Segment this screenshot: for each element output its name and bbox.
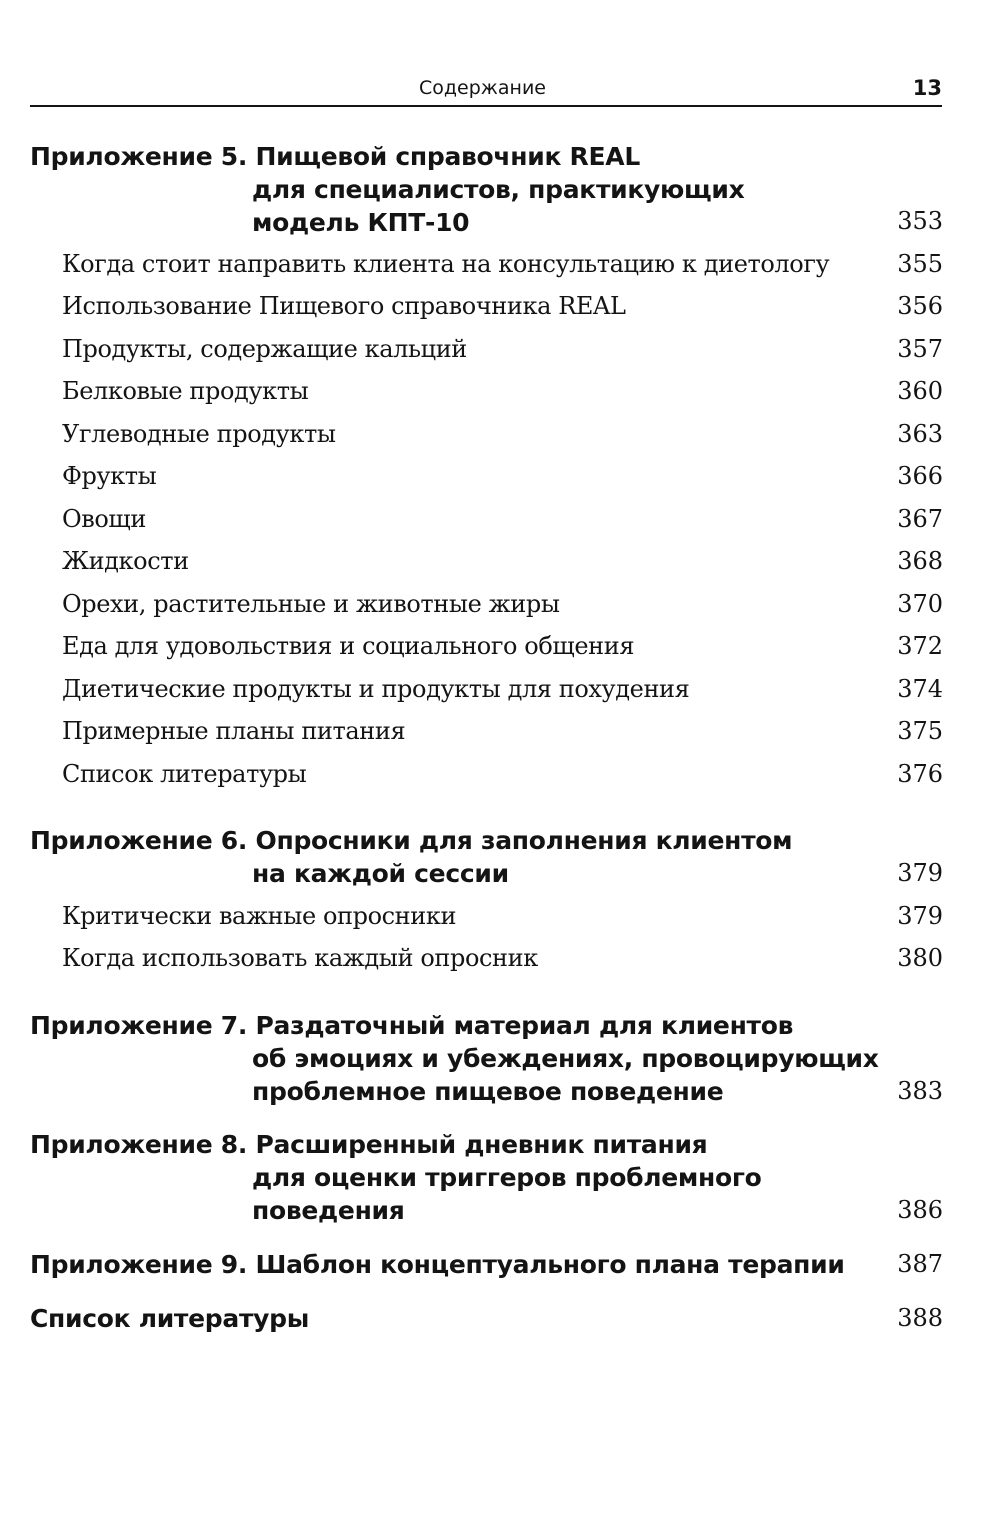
section-page-appendix-6: 379: [897, 859, 943, 887]
section-title-line-1: Шаблон концептуального плана терапии: [255, 1250, 845, 1279]
toc-entry-page: 380: [897, 944, 943, 972]
section-title-line-1: Пищевой справочник REAL: [255, 142, 640, 171]
toc-entry-page: 379: [897, 902, 943, 930]
toc-entry: Еда для удовольствия и социального общения: [62, 632, 635, 660]
toc-entry-page: 355: [897, 250, 943, 278]
section-title-line-2: об эмоциях и убеждениях, провоцирующих: [252, 1044, 879, 1073]
section-label: Приложение 5.: [30, 142, 248, 171]
toc-entry: Белковые продукты: [62, 377, 309, 405]
section-label: Приложение 8.: [30, 1130, 248, 1159]
toc-entry-page: 357: [897, 335, 943, 363]
section-label: Приложение 9.: [30, 1250, 248, 1279]
toc-entry-page: 374: [897, 675, 943, 703]
toc-entry-page: 372: [897, 632, 943, 660]
toc-entry-page: 370: [897, 590, 943, 618]
header-divider: [30, 105, 942, 107]
toc-entry: Продукты, содержащие кальций: [62, 335, 467, 363]
toc-entry: Жидкости: [62, 547, 189, 575]
section-page-appendix-7: 383: [897, 1077, 943, 1105]
toc-entry-page: 363: [897, 420, 943, 448]
section-title-line-3: поведения: [252, 1196, 405, 1225]
section-title-line-1: Расширенный дневник питания: [255, 1130, 708, 1159]
toc-entry: Диетические продукты и продукты для похудения: [62, 675, 690, 703]
section-title-line-1: Раздаточный материал для клиентов: [255, 1011, 794, 1040]
toc-entry-page: 375: [897, 717, 943, 745]
running-header-page-number: 13: [912, 76, 942, 100]
section-page-references: 388: [897, 1304, 943, 1332]
running-header-title: Содержание: [419, 77, 546, 99]
toc-section-appendix-7: [30, 1009, 890, 1108]
toc-section-appendix-9: [30, 1248, 890, 1281]
toc-entry: Примерные планы питания: [62, 717, 406, 745]
section-title-line-2: на каждой сессии: [252, 859, 509, 888]
toc-entry: Орехи, растительные и животные жиры: [62, 590, 560, 618]
toc-entry: Список литературы: [62, 760, 307, 788]
section-title-line-1: Список литературы: [30, 1304, 310, 1333]
toc-entry-page: 368: [897, 547, 943, 575]
toc-entry: Фрукты: [62, 462, 157, 490]
toc-entry-page: 376: [897, 760, 943, 788]
toc-entry: Критически важные опросники: [62, 902, 457, 930]
section-title-line-3: проблемное пищевое поведение: [252, 1077, 724, 1106]
toc-section-appendix-6: [30, 824, 890, 890]
toc-entry: Когда использовать каждый опросник: [62, 944, 538, 972]
toc-entry: Овощи: [62, 505, 146, 533]
toc-entry: Углеводные продукты: [62, 420, 336, 448]
section-label: Приложение 6.: [30, 826, 248, 855]
toc-entry-page: 366: [897, 462, 943, 490]
section-label: Приложение 7.: [30, 1011, 248, 1040]
section-title-line-1: Опросники для заполнения клиентом: [255, 826, 793, 855]
toc-section-references: [30, 1302, 890, 1335]
toc-entry: Когда стоит направить клиента на консультацию к диетологу: [62, 250, 830, 278]
toc-entry-page: 360: [897, 377, 943, 405]
section-title-line-2: для специалистов, практикующих: [252, 175, 745, 204]
section-page-appendix-5: 353: [897, 207, 943, 235]
toc-section-appendix-8: [30, 1128, 890, 1227]
section-title-line-3: модель КПТ-10: [252, 208, 470, 237]
section-page-appendix-9: 387: [897, 1250, 943, 1278]
toc-entry: Использование Пищевого справочника REAL: [62, 292, 626, 320]
section-page-appendix-8: 386: [897, 1196, 943, 1224]
toc-entry-page: 356: [897, 292, 943, 320]
toc-section-appendix-5: [30, 140, 890, 239]
section-title-line-2: для оценки триггеров проблемного: [252, 1163, 762, 1192]
toc-entry-page: 367: [897, 505, 943, 533]
